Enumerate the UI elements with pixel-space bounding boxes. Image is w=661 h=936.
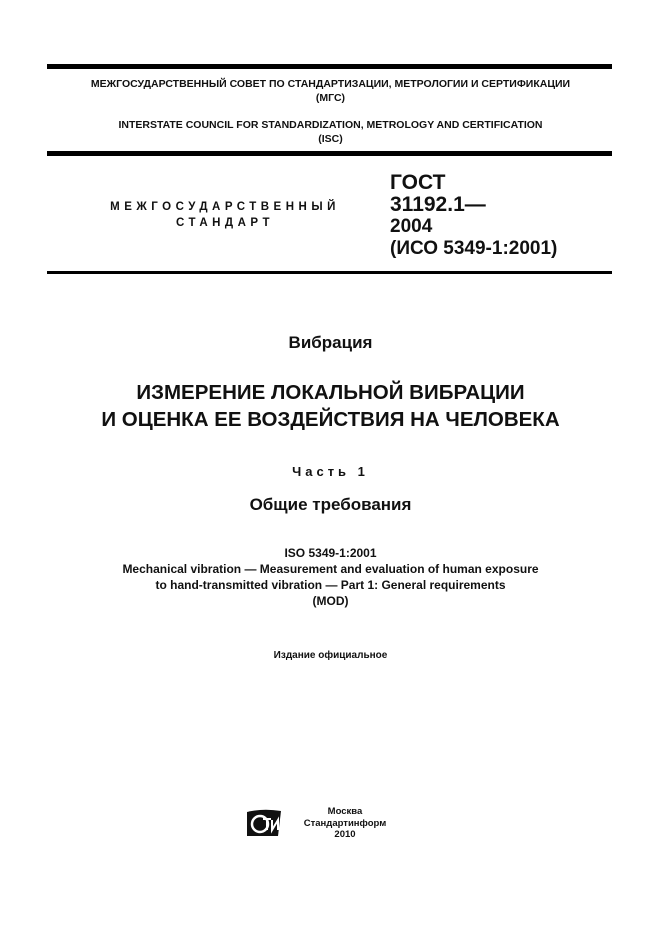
council-ru-name: МЕЖГОСУДАРСТВЕННЫЙ СОВЕТ ПО СТАНДАРТИЗАЦИИ, МЕТРОЛОГИИ И СЕРТИФИКАЦИИ bbox=[90, 78, 571, 90]
publisher-info bbox=[290, 806, 400, 841]
edition-label: Издание официальное bbox=[273, 650, 388, 661]
iso-title-line2: to hand-transmitted vibration — Part 1: General requirements bbox=[155, 578, 506, 592]
iso-mod: (MOD) bbox=[312, 594, 349, 608]
iso-code: ISO 5349-1:2001 bbox=[284, 546, 377, 560]
standard-rule bbox=[47, 271, 612, 274]
part-number: Часть 1 bbox=[292, 464, 369, 479]
main-title-line1: ИЗМЕРЕНИЕ ЛОКАЛЬНОЙ ВИБРАЦИИ bbox=[136, 381, 525, 404]
council-ru-abbr: (МГС) bbox=[315, 92, 346, 104]
main-title bbox=[0, 379, 661, 433]
standartinform-logo-icon bbox=[245, 808, 283, 838]
council-ru bbox=[0, 77, 661, 105]
gost-number: 31192.1— bbox=[390, 193, 486, 216]
gost-label: ГОСТ bbox=[390, 171, 446, 194]
part-title: Общие требования bbox=[249, 495, 412, 514]
gost-iso: (ИСО 5349-1:2001) bbox=[390, 238, 558, 259]
council-en-name: INTERSTATE COUNCIL FOR STANDARDIZATION, METROLOGY AND CERTIFICATION bbox=[118, 119, 543, 131]
main-title-line2: И ОЦЕНКА ЕЕ ВОЗДЕЙСТВИЯ НА ЧЕЛОВЕКА bbox=[101, 408, 560, 431]
publisher-year: 2010 bbox=[334, 829, 356, 840]
publisher-name: Стандартинформ bbox=[303, 817, 387, 829]
header-rule bbox=[47, 151, 612, 156]
gost-designation bbox=[390, 172, 557, 260]
iso-title-line1: Mechanical vibration — Measurement and evaluation of human exposure bbox=[122, 562, 539, 576]
publisher-city: Москва bbox=[327, 806, 363, 817]
publisher-logo bbox=[245, 808, 283, 838]
standard-type-line1: МЕЖГОСУДАРСТВЕННЫЙ bbox=[110, 201, 340, 213]
standard-type-line2: СТАНДАРТ bbox=[176, 217, 274, 229]
subject-title: Вибрация bbox=[288, 333, 373, 352]
standard-type bbox=[90, 199, 360, 231]
council-en bbox=[0, 118, 661, 146]
council-en-abbr: (ISC) bbox=[318, 133, 343, 145]
gost-year: 2004 bbox=[390, 216, 433, 237]
iso-reference bbox=[0, 545, 661, 609]
top-rule bbox=[47, 64, 612, 69]
